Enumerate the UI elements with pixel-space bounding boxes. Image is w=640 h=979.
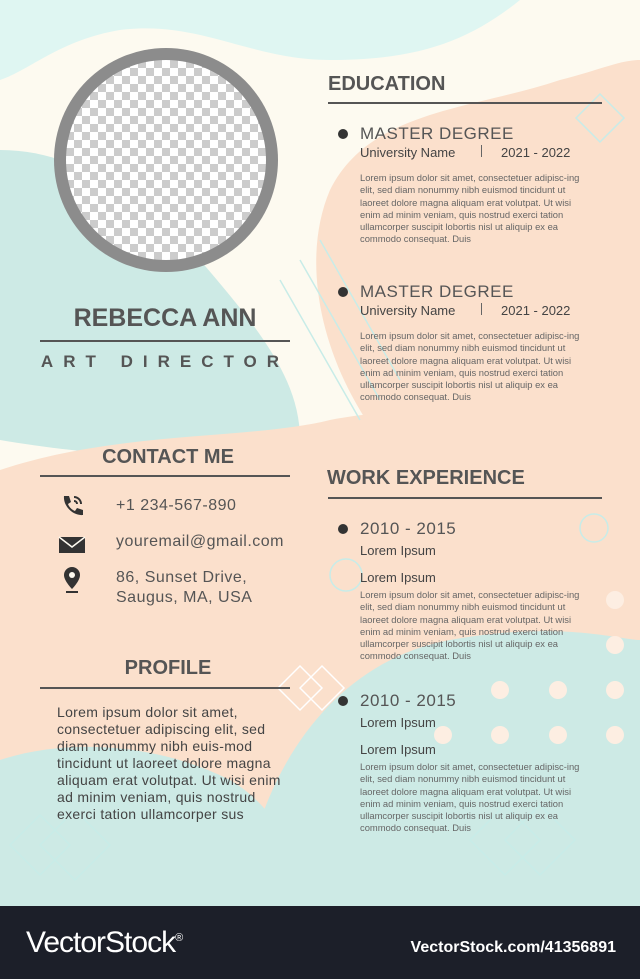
degree: MASTER DEGREE	[360, 124, 514, 143]
years: 2021 - 2022	[501, 145, 571, 160]
email-icon	[58, 531, 86, 559]
divider	[328, 497, 602, 499]
email-text: youremail@gmail.com	[116, 533, 285, 550]
profile-photo-placeholder	[54, 48, 278, 272]
company: Lorem Ipsum	[360, 715, 436, 730]
profile-text: Lorem ipsum dolor sit amet, consectetuer adipiscing elit, sed diam nonummy nibh euis-mod tincidunt ut laoreet dolore magna aliquam erat volutpat. Ut wisi enim ad minim veniam, quis nostrud exerci tation ullamcorper sus	[57, 704, 281, 822]
person-name: REBECCA ANN	[73, 304, 257, 332]
bullet-icon	[338, 524, 348, 534]
work-heading: WORK EXPERIENCE	[327, 467, 525, 489]
years: 2021 - 2022	[501, 303, 571, 318]
description: Lorem ipsum dolor sit amet, consectetuer adipisc-ing elit, sed diam nonummy nibh euismod tincidunt ut laoreet dolore magna aliquam erat volutpat. Ut wisi enim ad minim veniam, quis nostrud exerci tation ullamcorper suscipit lobortis nisl ut aliquip ex ea commodo consequat. Duis	[360, 330, 580, 403]
profile-heading: PROFILE	[124, 657, 212, 679]
divider	[40, 340, 290, 342]
phone-text: +1 234-567-890	[116, 497, 237, 514]
address-line-1: 86, Sunset Drive,	[116, 569, 248, 586]
address-line-2: Saugus, MA, USA	[116, 589, 253, 606]
divider	[40, 687, 290, 689]
separator	[481, 145, 482, 157]
contact-heading: CONTACT ME	[102, 446, 234, 468]
degree: MASTER DEGREE	[360, 282, 514, 301]
location-pin-icon	[58, 566, 86, 594]
person-title: ART DIRECTOR	[40, 352, 290, 371]
address-text	[116, 568, 252, 608]
description: Lorem ipsum dolor sit amet, consectetuer adipisc-ing elit, sed diam nonummy nibh euismod tincidunt ut laoreet dolore magna aliquam erat volutpat. Ut wisi enim ad minim veniam, quis nostrud exerci tation ullamcorper suscipit lobortis nisl ut aliquip ex ea commodo consequat. Duis	[360, 589, 580, 662]
role: Lorem Ipsum	[360, 570, 436, 585]
company: Lorem Ipsum	[360, 543, 436, 558]
divider	[328, 102, 602, 104]
image-id-url: VectorStock.com/41356891	[410, 939, 616, 956]
years: 2010 - 2015	[360, 691, 457, 710]
divider	[40, 475, 290, 477]
brand: VectorStock	[26, 926, 176, 959]
school: University Name	[360, 145, 456, 160]
school: University Name	[360, 303, 456, 318]
watermark-footer	[0, 906, 640, 979]
vectorstock-logo	[26, 926, 182, 960]
role: Lorem Ipsum	[360, 742, 436, 757]
bullet-icon	[338, 696, 348, 706]
phone-icon	[58, 492, 86, 520]
registered-mark: ®	[175, 932, 183, 944]
description: Lorem ipsum dolor sit amet, consectetuer adipisc-ing elit, sed diam nonummy nibh euismod tincidunt ut laoreet dolore magna aliquam erat volutpat. Ut wisi enim ad minim veniam, quis nostrud exerci tation ullamcorper suscipit lobortis nisl ut aliquip ex ea commodo consequat. Duis	[360, 761, 580, 834]
bullet-icon	[338, 287, 348, 297]
bullet-icon	[338, 129, 348, 139]
separator	[481, 303, 482, 315]
education-heading: EDUCATION	[328, 73, 446, 95]
years: 2010 - 2015	[360, 519, 457, 538]
description: Lorem ipsum dolor sit amet, consectetuer adipisc-ing elit, sed diam nonummy nibh euismod tincidunt ut laoreet dolore magna aliquam erat volutpat. Ut wisi enim ad minim veniam, quis nostrud exerci tation ullamcorper suscipit lobortis nisl ut aliquip ex ea commodo consequat. Duis	[360, 172, 580, 245]
